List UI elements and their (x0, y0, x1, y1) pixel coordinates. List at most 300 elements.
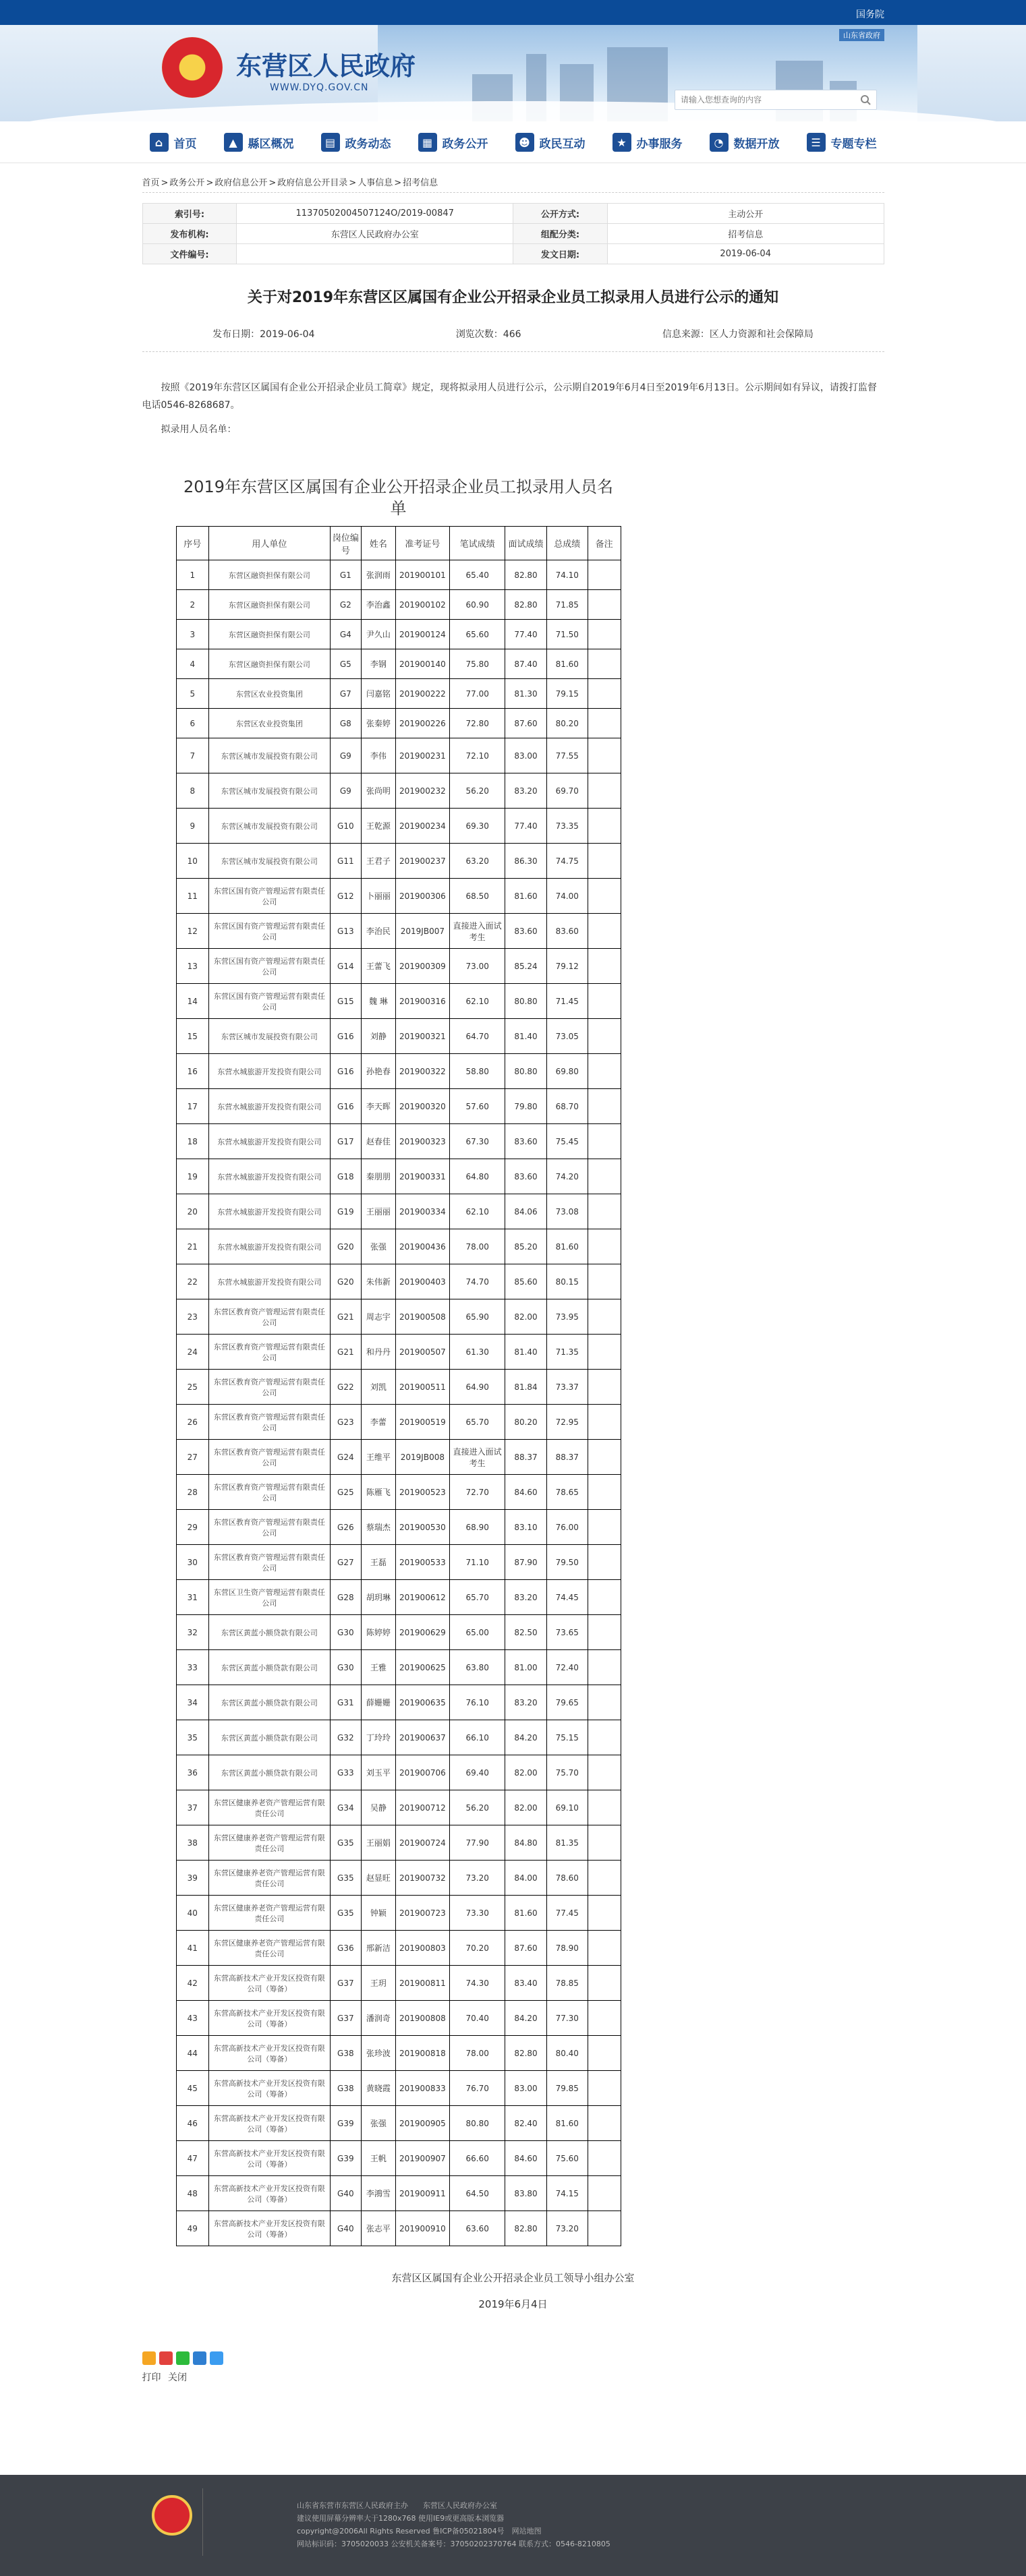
table-cell (588, 1650, 621, 1685)
table-cell: 张志平 (362, 2211, 396, 2246)
table-row (176, 1264, 621, 1299)
table-cell: G20 (330, 1229, 361, 1264)
table-cell: 80.80 (505, 1054, 546, 1089)
search-icon[interactable] (860, 94, 871, 105)
table-cell: G9 (330, 773, 361, 809)
nav-services[interactable] (599, 121, 696, 163)
table-cell: 201900323 (395, 1124, 449, 1159)
table-cell: 45 (176, 2071, 209, 2106)
table-cell: 22 (176, 1264, 209, 1299)
header-banner (0, 25, 1026, 121)
table-cell: G21 (330, 1335, 361, 1370)
table-cell: 65.70 (450, 1580, 505, 1615)
table-cell: 87.40 (505, 649, 546, 679)
table-cell: 东营区农业投资集团 (209, 709, 331, 738)
table-cell: 66.60 (450, 2141, 505, 2176)
table-row (176, 1019, 621, 1054)
table-cell: 东营区卫生资产管理运营有限责任公司 (209, 1580, 331, 1615)
table-cell: 82.40 (505, 2106, 546, 2141)
nav-label: 专题专栏 (830, 137, 877, 151)
view-count: 浏览次数：466 (455, 329, 521, 340)
table-cell: 83.40 (505, 1966, 546, 2001)
table-cell (588, 679, 621, 709)
table-cell: 201900306 (395, 879, 449, 914)
table-cell (588, 709, 621, 738)
table-cell: 83.60 (505, 914, 546, 949)
table-cell: 83.00 (505, 2071, 546, 2106)
table-cell: 88.37 (505, 1440, 546, 1475)
breadcrumb: 首页 > 政务公开 > 政府信息公开 > 政府信息公开目录 > 人事信息 > 招考信息 (142, 171, 884, 193)
table-row (176, 844, 621, 879)
nav-label: 首页 (173, 137, 197, 151)
column-header: 笔试成绩 (450, 527, 505, 560)
table-cell: 74.70 (450, 1264, 505, 1299)
table-row (176, 1615, 621, 1650)
table-cell (588, 1229, 621, 1264)
table-cell: 201900226 (395, 709, 449, 738)
table-cell: G27 (330, 1545, 361, 1580)
print-link[interactable]: 打印 (142, 2372, 161, 2383)
table-cell: 18 (176, 1124, 209, 1159)
table-cell: 201900334 (395, 1194, 449, 1229)
table-cell: 69.40 (450, 1755, 505, 1790)
table-cell (588, 879, 621, 914)
table-cell: 25 (176, 1370, 209, 1405)
table-cell: G31 (330, 1685, 361, 1720)
table-cell: 64.80 (450, 1159, 505, 1194)
article-title: 关于对2019年东营区区属国有企业公开招录企业员工拟录用人员进行公示的通知 (247, 289, 779, 306)
table-cell: 39 (176, 1861, 209, 1896)
table-cell: G10 (330, 809, 361, 844)
table-cell: 80.20 (505, 1405, 546, 1440)
table-cell: 王蕾飞 (362, 949, 396, 984)
table-cell: 32 (176, 1615, 209, 1650)
table-cell (588, 1896, 621, 1931)
table-cell: 201900321 (395, 1019, 449, 1054)
table-row (176, 1510, 621, 1545)
table-cell: 61.30 (450, 1335, 505, 1370)
table-cell: 王丽丽 (362, 1194, 396, 1229)
table-cell: 83.20 (505, 773, 546, 809)
table-cell: G8 (330, 709, 361, 738)
meta-label: 发布机构: (142, 224, 237, 244)
table-cell: 和丹丹 (362, 1335, 396, 1370)
table-cell: 78.90 (546, 1931, 588, 1966)
meta-value: 11370502004507124O/2019-00847 (237, 204, 513, 224)
breadcrumb-item[interactable]: 招考信息 (403, 178, 438, 188)
table-cell: G14 (330, 949, 361, 984)
table-cell (588, 1720, 621, 1755)
weibo-share-icon[interactable] (159, 2351, 173, 2365)
table-row (176, 1054, 621, 1089)
table-cell: 9 (176, 809, 209, 844)
table-cell: 82.50 (505, 1615, 546, 1650)
table-cell: 20 (176, 1194, 209, 1229)
table-cell: 4 (176, 649, 209, 679)
table-row (176, 1440, 621, 1475)
table-cell: 李鴻雪 (362, 2176, 396, 2211)
table-cell: 75.60 (546, 2141, 588, 2176)
close-link[interactable]: 关闭 (167, 2372, 187, 2383)
table-cell: 16 (176, 1054, 209, 1089)
table-cell: 43 (176, 2001, 209, 2036)
table-cell: 周志宇 (362, 1299, 396, 1335)
table-cell: G35 (330, 1861, 361, 1896)
table-cell: 81.60 (546, 1229, 588, 1264)
table-cell: 77.90 (450, 1825, 505, 1861)
table-cell: 88.37 (546, 1440, 588, 1475)
table-cell: 黄晓霞 (362, 2071, 396, 2106)
table-cell: 81.40 (505, 1335, 546, 1370)
column-header: 用人单位 (209, 527, 331, 560)
table-cell: 东营区黄蓝小额贷款有限公司 (209, 1650, 331, 1685)
table-cell: 47 (176, 2141, 209, 2176)
table-cell: 41 (176, 1931, 209, 1966)
table-cell: 东营水城旅游开发投资有限公司 (209, 1124, 331, 1159)
table-cell: 201900803 (395, 1931, 449, 1966)
party-emblem-icon (152, 2495, 192, 2536)
breadcrumb-item[interactable]: 人事信息 (358, 178, 393, 188)
table-cell: 72.70 (450, 1475, 505, 1510)
meta-label: 公开方式: (513, 204, 608, 224)
table-cell: G17 (330, 1124, 361, 1159)
table-cell: 东营高新技术产业开发区投资有限公司（筹备） (209, 2106, 331, 2141)
table-cell: 孙艳春 (362, 1054, 396, 1089)
table-cell: 49 (176, 2211, 209, 2246)
table-cell: G36 (330, 1931, 361, 1966)
table-cell: 83.60 (505, 1159, 546, 1194)
table-cell: 201900508 (395, 1299, 449, 1335)
table-cell: 东营区健康养老资产管理运营有限责任公司 (209, 1861, 331, 1896)
publish-date: 发布日期：2019-06-04 (212, 329, 315, 340)
table-cell (588, 1405, 621, 1440)
column-header: 备注 (588, 527, 621, 560)
table-cell: G13 (330, 914, 361, 949)
renren-share-icon[interactable] (193, 2351, 206, 2365)
table-cell: 201900533 (395, 1545, 449, 1580)
table-cell: G26 (330, 1510, 361, 1545)
table-cell: 75.80 (450, 649, 505, 679)
table-cell: G18 (330, 1159, 361, 1194)
search-input[interactable] (675, 90, 844, 109)
table-cell: 王帆 (362, 2141, 396, 2176)
table-row (176, 1580, 621, 1615)
table-cell: 24 (176, 1335, 209, 1370)
table-cell: 75.15 (546, 1720, 588, 1755)
table-cell: 李蕾 (362, 1405, 396, 1440)
table-cell (588, 2071, 621, 2106)
table-cell: 44 (176, 2036, 209, 2071)
table-cell: 东营区教育资产管理运营有限责任公司 (209, 1510, 331, 1545)
table-cell: 李钢 (362, 649, 396, 679)
table-cell: 王玥 (362, 1966, 396, 2001)
table-cell: 38 (176, 1825, 209, 1861)
search-box (675, 90, 877, 110)
table-cell (588, 1019, 621, 1054)
candidate-table (176, 526, 621, 2246)
table-cell: 74.10 (546, 560, 588, 590)
table-cell: 东营水城旅游开发投资有限公司 (209, 1089, 331, 1124)
table-cell: 潘润奇 (362, 2001, 396, 2036)
table-cell: 40 (176, 1896, 209, 1931)
table-cell: 201900309 (395, 949, 449, 984)
table-cell: G16 (330, 1054, 361, 1089)
top-link[interactable]: 国务院 (856, 9, 884, 20)
table-cell: 75.45 (546, 1124, 588, 1159)
table-cell: 201900523 (395, 1475, 449, 1510)
table-cell: 2 (176, 590, 209, 620)
table-cell: 201900811 (395, 1966, 449, 2001)
table-cell: 东营区健康养老资产管理运营有限责任公司 (209, 1825, 331, 1861)
breadcrumb-item[interactable]: 政府信息公开 (215, 178, 268, 188)
table-cell: 84.00 (505, 1861, 546, 1896)
table-cell: 13 (176, 949, 209, 984)
table-cell (588, 1685, 621, 1720)
pie-icon: ◔ (710, 133, 729, 152)
table-cell: 201900436 (395, 1229, 449, 1264)
table-cell: 201900237 (395, 844, 449, 879)
table-cell: G1 (330, 560, 361, 590)
table-cell: 东营区融资担保有限公司 (209, 560, 331, 590)
table-cell: 48 (176, 2176, 209, 2211)
table-cell: 7 (176, 738, 209, 773)
table-cell: G35 (330, 1825, 361, 1861)
table-cell: 69.10 (546, 1790, 588, 1825)
table-cell: 201900320 (395, 1089, 449, 1124)
nav-open-gov[interactable] (405, 121, 502, 163)
table-cell: 33 (176, 1650, 209, 1685)
qzone-share-icon[interactable] (142, 2351, 156, 2365)
table-cell: 蔡瑞杰 (362, 1510, 396, 1545)
doc-icon: ▦ (418, 133, 437, 152)
table-cell: 201900723 (395, 1896, 449, 1931)
footer-line: 山东省东营市东营区人民政府主办 东营区人民政府办公室 (297, 2501, 497, 2510)
table-cell: 201900530 (395, 1510, 449, 1545)
table-cell: 85.24 (505, 949, 546, 984)
table-cell: 78.00 (450, 2036, 505, 2071)
table-cell: 79.65 (546, 1685, 588, 1720)
table-cell: 李治鑫 (362, 590, 396, 620)
site-url: WWW.DYQ.GOV.CN (270, 82, 369, 93)
page-actions (142, 2370, 884, 2384)
footer-text (297, 2499, 610, 2550)
table-cell: 刘静 (362, 1019, 396, 1054)
table-cell: G25 (330, 1475, 361, 1510)
table-cell: 87.60 (505, 1931, 546, 1966)
table-cell: 74.75 (546, 844, 588, 879)
table-cell: 东营区国有资产管理运营有限责任公司 (209, 879, 331, 914)
table-cell: 东营区城市发展投资有限公司 (209, 809, 331, 844)
table-cell: 79.50 (546, 1545, 588, 1580)
table-cell: 62.10 (450, 1194, 505, 1229)
table-row (176, 2071, 621, 2106)
breadcrumb-item[interactable]: 首页 (142, 178, 160, 188)
more-share-icon[interactable] (210, 2351, 223, 2365)
table-cell (588, 914, 621, 949)
table-cell: 81.60 (546, 2106, 588, 2141)
table-cell: 东营区黄蓝小额贷款有限公司 (209, 1720, 331, 1755)
table-row (176, 590, 621, 620)
table-cell: 84.20 (505, 1720, 546, 1755)
table-cell: G37 (330, 2001, 361, 2036)
table-cell: 东营区黄蓝小额贷款有限公司 (209, 1685, 331, 1720)
table-cell: 张秦婷 (362, 709, 396, 738)
table-row (176, 1685, 621, 1720)
table-cell: 76.70 (450, 2071, 505, 2106)
meta-value (237, 244, 513, 264)
table-cell: 80.15 (546, 1264, 588, 1299)
signature-date: 2019年6月4日 (478, 2298, 548, 2310)
table-row (176, 1370, 621, 1405)
table-cell: 68.90 (450, 1510, 505, 1545)
table-cell: 82.00 (505, 1299, 546, 1335)
table-row (176, 1335, 621, 1370)
table-cell: 74.15 (546, 2176, 588, 2211)
table-row (176, 2001, 621, 2036)
nav-topics[interactable] (793, 121, 890, 163)
table-cell: 79.85 (546, 2071, 588, 2106)
table-cell: 76.10 (450, 1685, 505, 1720)
table-cell: 60.90 (450, 590, 505, 620)
table-cell: G21 (330, 1299, 361, 1335)
nav-home[interactable] (136, 121, 210, 163)
table-cell: 73.20 (450, 1861, 505, 1896)
table-cell: 东营高新技术产业开发区投资有限公司（筹备） (209, 2036, 331, 2071)
table-cell (588, 809, 621, 844)
nav-open-data[interactable] (696, 121, 793, 163)
table-cell: 31 (176, 1580, 209, 1615)
table-cell: 75.70 (546, 1755, 588, 1790)
breadcrumb-item[interactable]: 政务公开 (169, 178, 205, 188)
table-cell: 77.40 (505, 620, 546, 649)
table-cell (588, 949, 621, 984)
table-cell: 82.00 (505, 1790, 546, 1825)
province-link[interactable]: 山东省政府 (839, 29, 884, 41)
table-cell: 64.90 (450, 1370, 505, 1405)
meta-value: 招考信息 (607, 224, 884, 244)
table-cell: 15 (176, 1019, 209, 1054)
table-row (176, 1755, 621, 1790)
table-row (176, 1896, 621, 1931)
nav-interaction[interactable] (502, 121, 599, 163)
table-cell: 78.85 (546, 1966, 588, 2001)
table-row (176, 1861, 621, 1896)
table-cell: 63.20 (450, 844, 505, 879)
table-cell (588, 2141, 621, 2176)
table-cell: 闫嘉铭 (362, 679, 396, 709)
table-cell: 201900231 (395, 738, 449, 773)
table-cell: 58.80 (450, 1054, 505, 1089)
table-cell: 78.00 (450, 1229, 505, 1264)
table-cell: 82.00 (505, 1755, 546, 1790)
column-header: 岗位编号 (330, 527, 361, 560)
table-cell: 东营水城旅游开发投资有限公司 (209, 1159, 331, 1194)
table-cell: 87.60 (505, 709, 546, 738)
table-cell: 吴静 (362, 1790, 396, 1825)
nav-news[interactable] (308, 121, 405, 163)
table-cell: 83.10 (505, 1510, 546, 1545)
table-cell (588, 1264, 621, 1299)
table-cell (588, 1755, 621, 1790)
top-bar (0, 0, 1026, 25)
table-cell: 71.45 (546, 984, 588, 1019)
table-cell: 27 (176, 1440, 209, 1475)
table-cell: 73.95 (546, 1299, 588, 1335)
table-cell: G16 (330, 1019, 361, 1054)
table-cell: 72.10 (450, 738, 505, 773)
table-cell: 王丽娟 (362, 1825, 396, 1861)
table-cell: 70.40 (450, 2001, 505, 2036)
table-cell: 201900222 (395, 679, 449, 709)
table-cell (588, 620, 621, 649)
table-cell: 71.35 (546, 1335, 588, 1370)
table-cell: 东营区融资担保有限公司 (209, 649, 331, 679)
table-cell: 84.60 (505, 1475, 546, 1510)
site-title: 东营区人民政府 (236, 51, 416, 81)
nav-overview[interactable] (210, 121, 308, 163)
table-cell: 东营水城旅游开发投资有限公司 (209, 1264, 331, 1299)
national-emblem-icon (162, 37, 223, 98)
table-cell (588, 1440, 621, 1475)
table-cell: 81.60 (546, 649, 588, 679)
table-cell: 84.20 (505, 2001, 546, 2036)
table-cell: 201900316 (395, 984, 449, 1019)
table-cell (588, 1545, 621, 1580)
table-cell: 东营区教育资产管理运营有限责任公司 (209, 1440, 331, 1475)
table-cell: 东营区健康养老资产管理运营有限责任公司 (209, 1790, 331, 1825)
table-cell: 东营高新技术产业开发区投资有限公司（筹备） (209, 2001, 331, 2036)
table-cell: 65.90 (450, 1299, 505, 1335)
table-cell: 3 (176, 620, 209, 649)
table-cell: 201900234 (395, 809, 449, 844)
table-cell: 东营区国有资产管理运营有限责任公司 (209, 984, 331, 1019)
table-cell: 东营高新技术产业开发区投资有限公司（筹备） (209, 2071, 331, 2106)
table-row (176, 1229, 621, 1264)
table-cell: 201900625 (395, 1650, 449, 1685)
table-row (176, 649, 621, 679)
table-cell: 77.00 (450, 679, 505, 709)
table-cell: 东营高新技术产业开发区投资有限公司（筹备） (209, 2176, 331, 2211)
table-cell: G30 (330, 1650, 361, 1685)
table-cell: 81.60 (505, 879, 546, 914)
table-cell: 74.00 (546, 879, 588, 914)
table-cell: 201900140 (395, 649, 449, 679)
table-cell: 王君子 (362, 844, 396, 879)
table-cell: 东营高新技术产业开发区投资有限公司（筹备） (209, 2141, 331, 2176)
table-row (176, 984, 621, 1019)
table-cell: 79.15 (546, 679, 588, 709)
table-cell: 201900833 (395, 2071, 449, 2106)
list-icon: ☰ (807, 133, 826, 152)
wechat-share-icon[interactable] (176, 2351, 190, 2365)
table-cell: 卜丽丽 (362, 879, 396, 914)
table-cell: 85.60 (505, 1264, 546, 1299)
table-cell: 64.70 (450, 1019, 505, 1054)
table-cell: 72.80 (450, 709, 505, 738)
table-cell: 东营区国有资产管理运营有限责任公司 (209, 949, 331, 984)
table-cell: G34 (330, 1790, 361, 1825)
meta-value: 东营区人民政府办公室 (237, 224, 513, 244)
meta-label: 发文日期: (513, 244, 608, 264)
breadcrumb-item[interactable]: 政府信息公开目录 (277, 178, 348, 188)
table-cell: 1 (176, 560, 209, 590)
table-cell: 64.50 (450, 2176, 505, 2211)
table-cell: 王乾源 (362, 809, 396, 844)
table-cell: G35 (330, 1896, 361, 1931)
table-cell (588, 1194, 621, 1229)
table-cell: 69.30 (450, 809, 505, 844)
table-cell: 刘凯 (362, 1370, 396, 1405)
